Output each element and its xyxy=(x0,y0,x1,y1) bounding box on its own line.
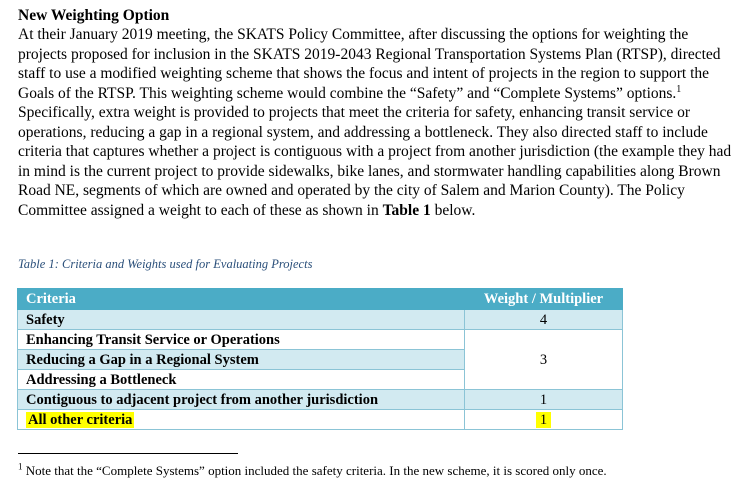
header-weight: Weight / Multiplier xyxy=(465,289,623,310)
table-reference: Table 1 xyxy=(382,201,431,219)
footnote-text: Note that the “Complete Systems” option included the safety criteria. In the new scheme, it is scored only once. xyxy=(22,463,607,478)
document-body xyxy=(18,6,738,220)
table-row xyxy=(18,330,623,350)
table-row xyxy=(18,310,623,330)
footnote-marker: 1 xyxy=(18,461,23,472)
criteria-weights-table xyxy=(17,288,623,430)
highlighted-criteria: All other criteria xyxy=(28,411,133,428)
criteria-cell: Reducing a Gap in a Regional System xyxy=(18,350,465,370)
criteria-cell: Safety xyxy=(18,310,465,330)
table-row xyxy=(18,390,623,410)
highlighted-weight: 1 xyxy=(536,412,551,428)
weight-cell: 3 xyxy=(465,330,623,390)
paragraph-text-1: At their January 2019 meeting, the SKATS Policy Committee, after discussing the options for weighting the projects proposed for inclusion in the SKATS 2019-2043 Regional Transportation Systems Plan (RTSP), directed staff to use a modified weighting scheme that shows the focus and intent of projects in the region to support the Goals of the RTSP. This weighting scheme would combine the “Safety” and “Complete Systems” options. xyxy=(18,26,721,102)
body-paragraph xyxy=(18,25,738,220)
footnote xyxy=(18,463,607,479)
header-criteria: Criteria xyxy=(18,289,465,310)
footnote-reference[interactable]: 1 xyxy=(676,83,682,95)
criteria-cell: Contiguous to adjacent project from another jurisdiction xyxy=(18,390,465,410)
criteria-cell xyxy=(18,410,465,430)
paragraph-text-end: below. xyxy=(430,201,476,219)
section-heading: New Weighting Option xyxy=(18,7,170,24)
weight-cell: 1 xyxy=(465,390,623,410)
criteria-cell: Enhancing Transit Service or Operations xyxy=(18,330,465,350)
table-row-highlighted xyxy=(18,410,623,430)
table-caption: Table 1: Criteria and Weights used for Evaluating Projects xyxy=(18,257,313,271)
weight-cell: 4 xyxy=(465,310,623,330)
table-header-row xyxy=(18,289,623,310)
criteria-cell: Addressing a Bottleneck xyxy=(18,370,465,390)
footnote-separator xyxy=(18,453,238,454)
weight-cell xyxy=(465,410,623,430)
paragraph-text-2: Specifically, extra weight is provided to projects that meet the criteria for safety, enhancing transit service or operations, reducing a gap in a regional system, and addressing a bottleneck. They also directed staff to include criteria that captures whether a project is contiguous with a project from another jurisdiction (the example they had in mind is the current project to provide sidewalks, bike lanes, and stormwater handling capabilities along Brown Road NE, segments of which are owned and operated by the city of Salem and Marion County). The Policy Committee assigned a weight to each of these as shown in xyxy=(18,104,732,219)
